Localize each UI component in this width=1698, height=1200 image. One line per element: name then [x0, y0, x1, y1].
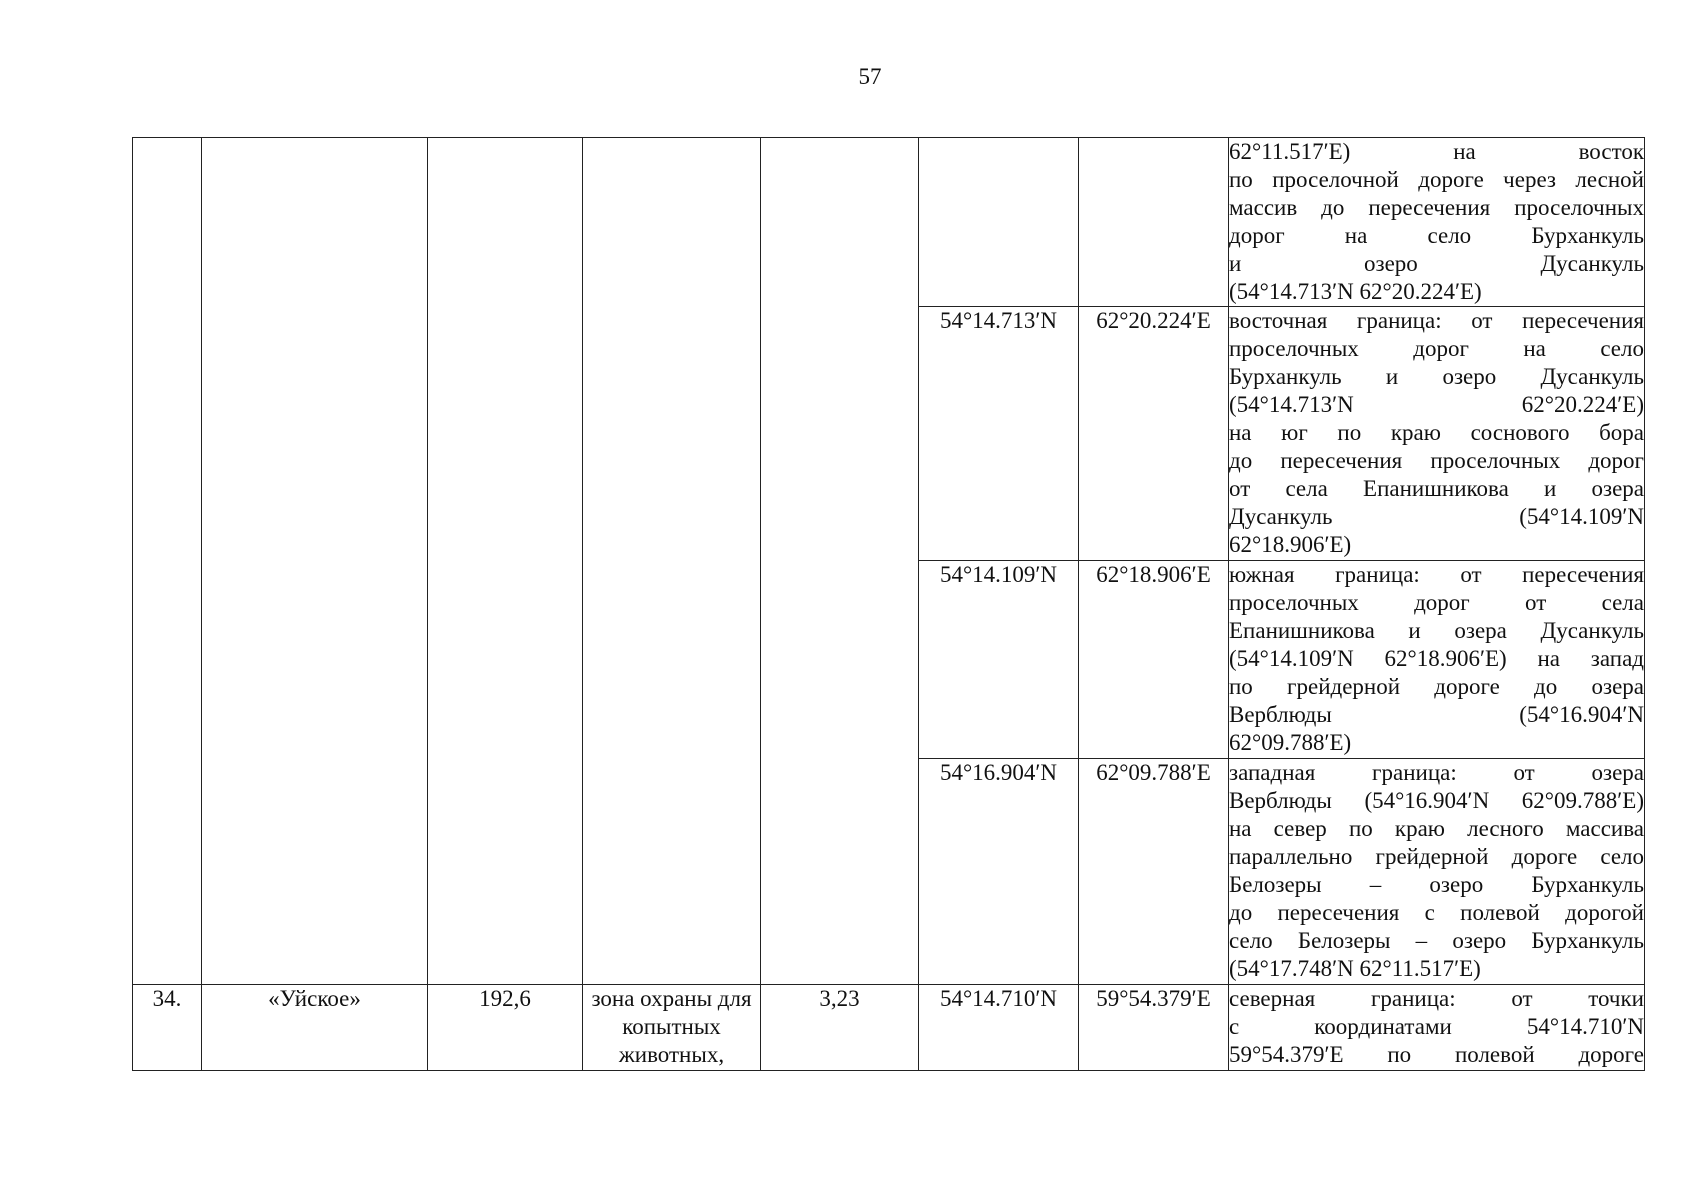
longitude-cell: 59°54.379′E	[1079, 985, 1229, 1071]
description-line: 59°54.379′E по полевой дороге	[1229, 1042, 1644, 1067]
description-line: на юг по краю соснового бора	[1229, 420, 1644, 445]
description-line: 62°18.906′E)	[1229, 532, 1352, 557]
description-line: 62°11.517′E) на восток	[1229, 139, 1644, 164]
description-line: западная граница: от озера	[1229, 760, 1644, 785]
description-line: северная граница: от точки	[1229, 986, 1644, 1011]
zone-area: 3,23	[761, 985, 919, 1071]
number-cell-continued	[133, 138, 202, 985]
longitude-cell: 62°20.224′E	[1079, 307, 1229, 561]
boundary-description	[1229, 985, 1645, 1071]
table-row	[133, 138, 1645, 307]
description-line: на север по краю лесного массива	[1229, 816, 1644, 841]
zone-type	[583, 985, 761, 1071]
description-line: южная граница: от пересечения	[1229, 562, 1644, 587]
boundary-description	[1229, 759, 1645, 985]
row-number: 34.	[133, 985, 202, 1071]
table-row	[133, 985, 1645, 1071]
latitude-cell: 54°16.904′N	[919, 759, 1079, 985]
description-line: 62°09.788′E)	[1229, 730, 1352, 755]
description-line: (54°14.109′N 62°18.906′E) на запад	[1229, 646, 1644, 671]
longitude-cell: 62°09.788′E	[1079, 759, 1229, 985]
name-cell-continued	[202, 138, 428, 985]
latitude-cell	[919, 138, 1079, 307]
reserve-name: «Уйское»	[202, 985, 428, 1071]
boundary-description	[1229, 307, 1645, 561]
description-line: село Белозеры – озеро Бурханкуль	[1229, 928, 1644, 953]
description-line: (54°17.748′N 62°11.517′E)	[1229, 956, 1481, 981]
longitude-cell: 62°18.906′E	[1079, 561, 1229, 759]
zone-cell-continued	[583, 138, 761, 985]
longitude-cell	[1079, 138, 1229, 307]
area-cell-continued	[428, 138, 583, 985]
latitude-cell: 54°14.109′N	[919, 561, 1079, 759]
description-line: (54°14.713′N 62°20.224′E)	[1229, 279, 1482, 304]
latitude-cell: 54°14.713′N	[919, 307, 1079, 561]
reserve-area: 192,6	[428, 985, 583, 1071]
boundaries-table	[132, 137, 1645, 1071]
description-line: от села Епанишникова и озера	[1229, 476, 1644, 501]
zone-type-text: зона охраны для копытных животных,	[591, 986, 752, 1067]
description-line: по проселочной дороге через лесной	[1229, 167, 1644, 192]
boundary-description	[1229, 561, 1645, 759]
latitude-cell: 54°14.710′N	[919, 985, 1079, 1071]
description-line: Верблюды (54°16.904′N 62°09.788′E)	[1229, 788, 1644, 813]
description-line: до пересечения с полевой дорогой	[1229, 900, 1644, 925]
description-line: проселочных дорог от села	[1229, 590, 1644, 615]
zone-area-cell-continued	[761, 138, 919, 985]
description-line: по грейдерной дороге до озера	[1229, 674, 1644, 699]
description-line: и озеро Дусанкуль	[1229, 251, 1644, 276]
boundary-description	[1229, 138, 1645, 307]
description-line: Бурханкуль и озеро Дусанкуль	[1229, 364, 1644, 389]
description-line: Епанишникова и озера Дусанкуль	[1229, 618, 1644, 643]
description-line: до пересечения проселочных дорог	[1229, 448, 1644, 473]
description-line: восточная граница: от пересечения	[1229, 308, 1644, 333]
description-line: Верблюды (54°16.904′N	[1229, 702, 1644, 727]
description-line: дорог на село Бурханкуль	[1229, 223, 1644, 248]
description-line: Белозеры – озеро Бурханкуль	[1229, 872, 1644, 897]
description-line: с координатами 54°14.710′N	[1229, 1014, 1644, 1039]
description-line: Дусанкуль (54°14.109′N	[1229, 504, 1644, 529]
description-line: проселочных дорог на село	[1229, 336, 1644, 361]
description-line: (54°14.713′N 62°20.224′E)	[1229, 392, 1644, 417]
page-number: 57	[858, 64, 882, 89]
description-line: параллельно грейдерной дороге село	[1229, 844, 1644, 869]
description-line: массив до пересечения проселочных	[1229, 195, 1644, 220]
